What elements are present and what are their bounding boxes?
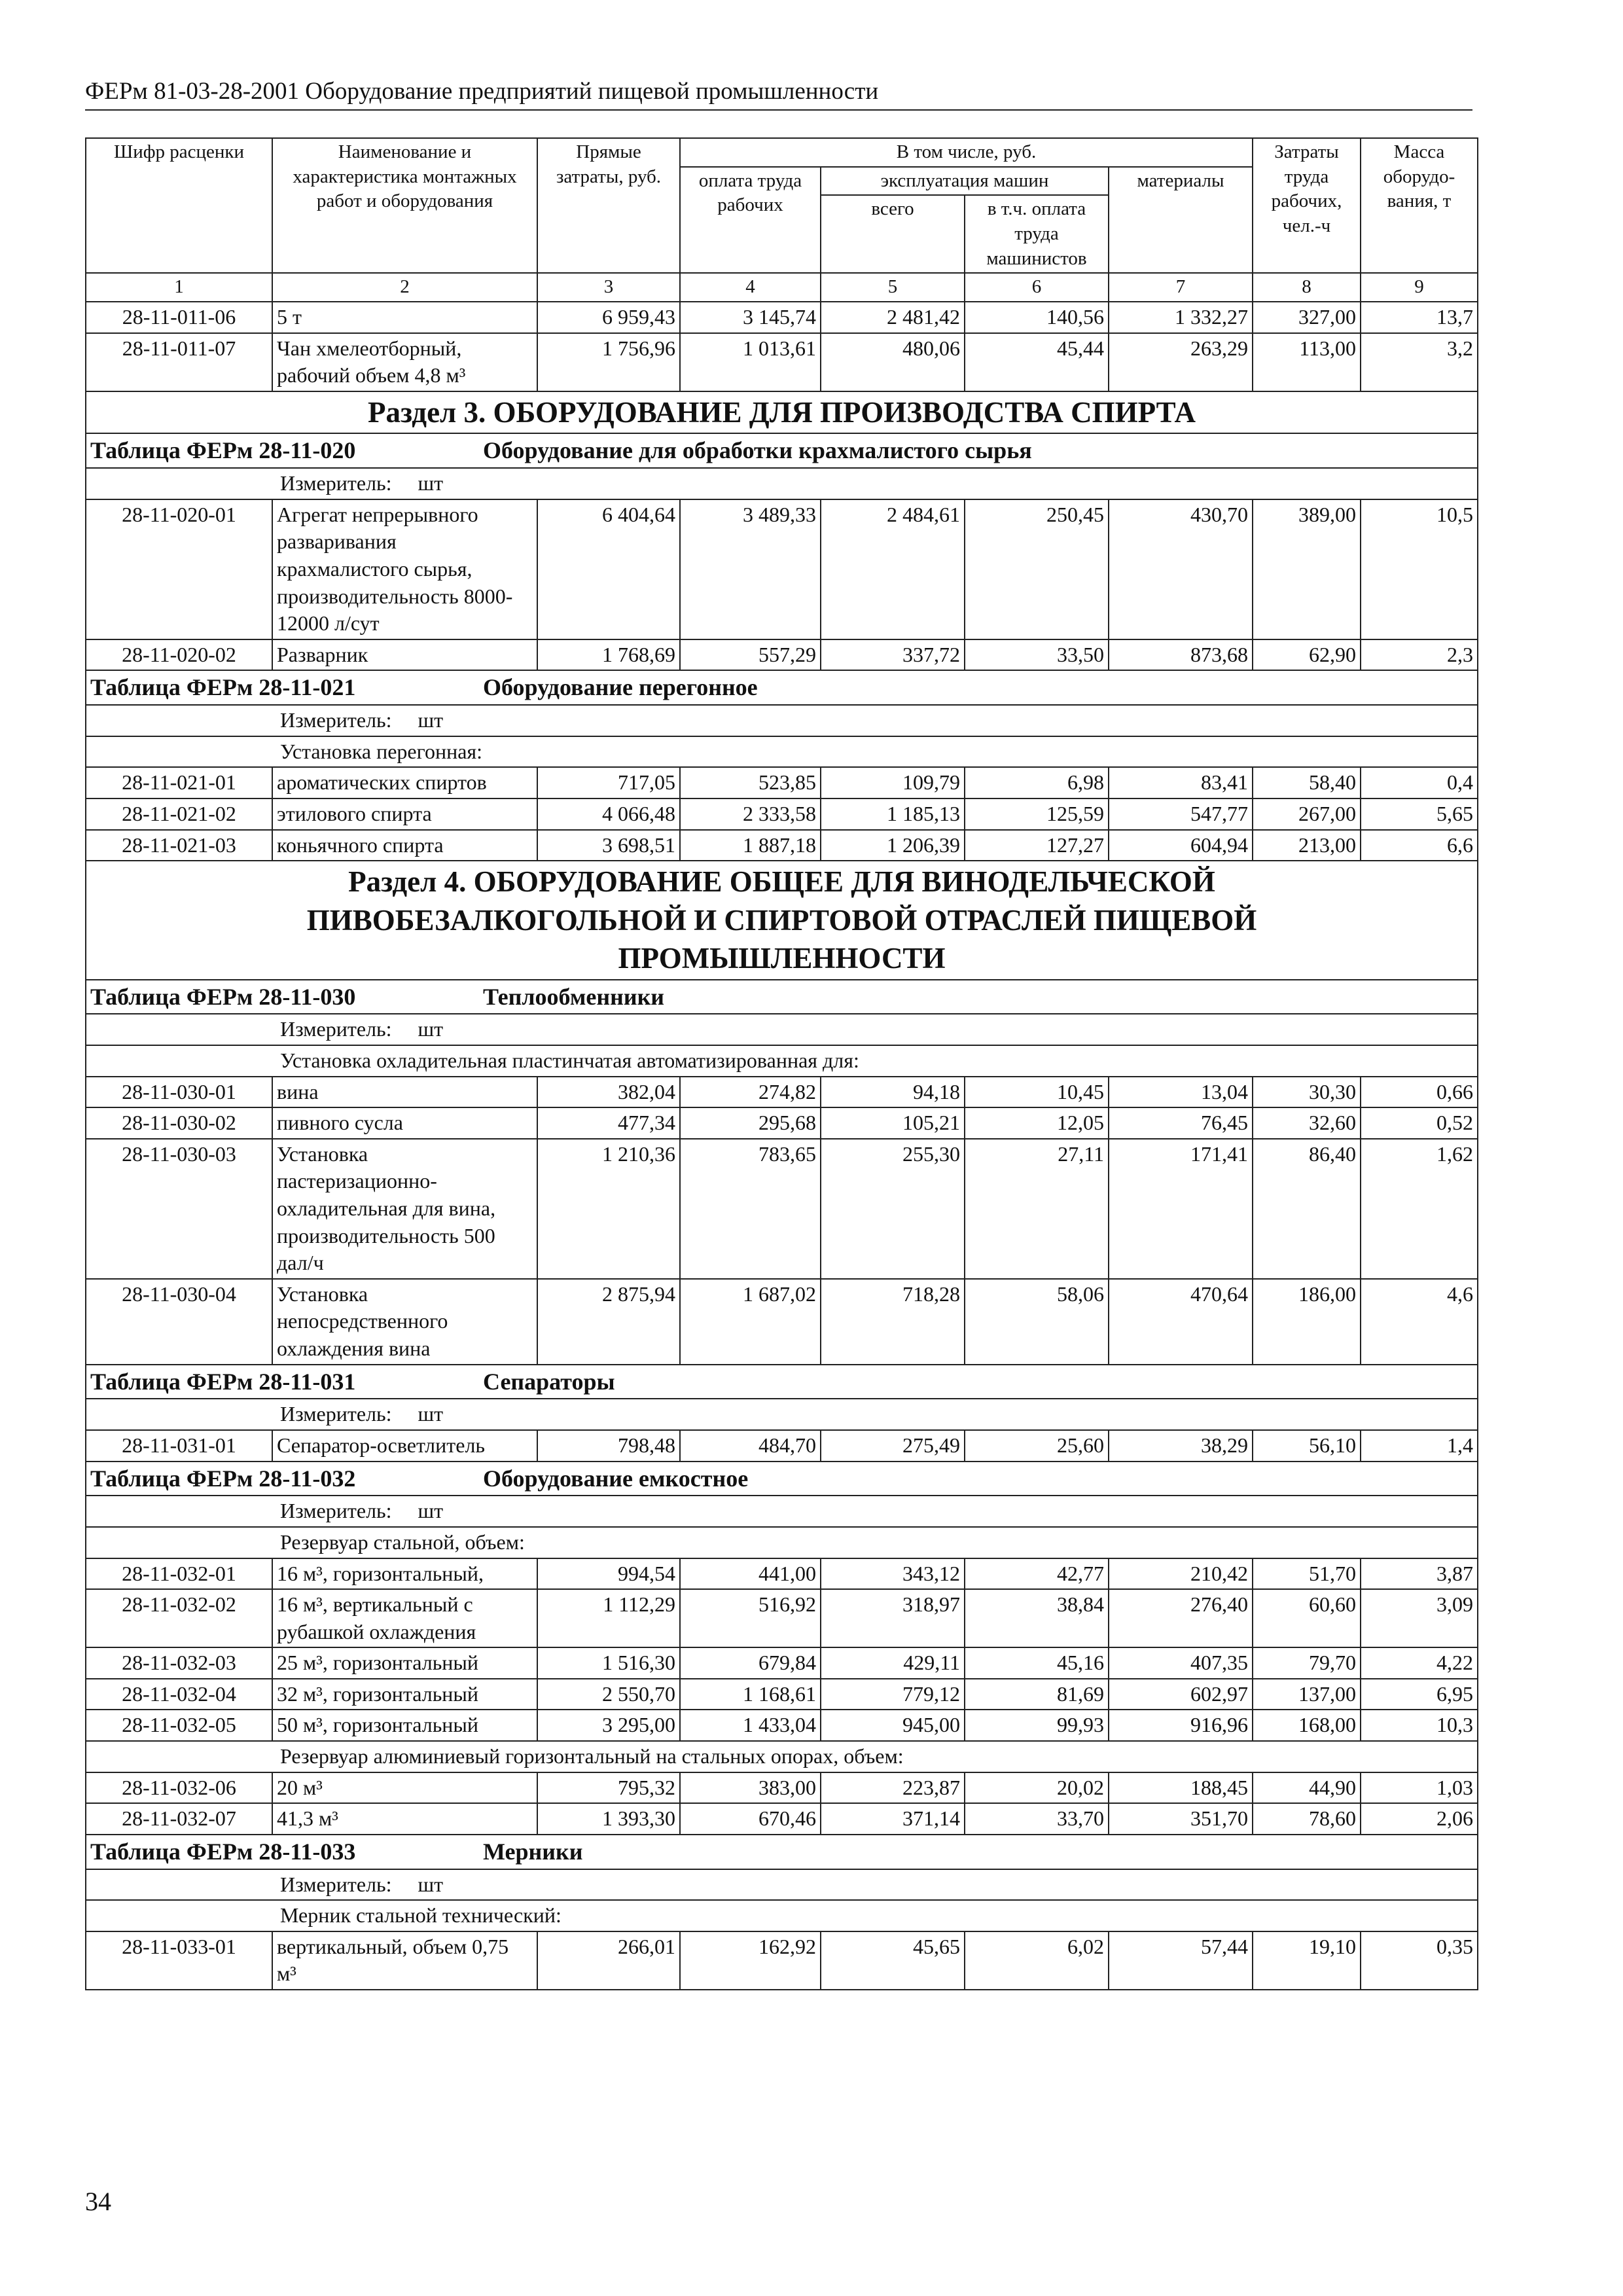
group-row [86,736,1478,768]
table-row [86,333,1478,391]
group-label: Резервуар стальной, объем: [280,1530,525,1554]
measure-row [86,1014,1478,1045]
table-row [86,499,1478,639]
labor-pay: 162,92 [680,1931,821,1990]
equipment-mass: 4,6 [1361,1279,1478,1365]
labor-cost: 44,90 [1253,1772,1361,1804]
rate-code: 28-11-032-05 [86,1710,272,1741]
table-title-row [86,1365,1478,1399]
rate-code: 28-11-032-03 [86,1647,272,1679]
rate-code: 28-11-030-02 [86,1107,272,1139]
equipment-mass: 13,7 [1361,302,1478,333]
machines-total: 480,06 [821,333,965,391]
table-title-row [86,980,1478,1014]
table-row [86,1931,1478,1990]
labor-pay: 3 145,74 [680,302,821,333]
table-title-row [86,433,1478,468]
machines-total: 429,11 [821,1647,965,1679]
measure-row [86,1869,1478,1901]
labor-cost: 60,60 [1253,1589,1361,1647]
section-3 [86,391,1478,434]
col-num: 2 [272,273,537,302]
equipment-mass: 3,09 [1361,1589,1478,1647]
direct-cost: 1 516,30 [537,1647,680,1679]
direct-cost: 1 756,96 [537,333,680,391]
col-num: 1 [86,273,272,302]
labor-cost: 32,60 [1253,1107,1361,1139]
work-name: Агрегат непрерывного разваривания крахмалистого сырья, производительность 8000-12000 л/сут [272,499,537,639]
group-row [86,1741,1478,1772]
col-mass-header: Масса оборудо-вания, т [1361,138,1478,273]
col-materials-header: материалы [1109,167,1253,274]
table-title [86,433,1478,468]
equipment-mass: 3,2 [1361,333,1478,391]
labor-cost: 30,30 [1253,1077,1361,1108]
work-name: 32 м³, горизонтальный [272,1679,537,1710]
group-row [86,1900,1478,1931]
table-title [86,670,1478,705]
labor-cost: 62,90 [1253,639,1361,671]
labor-pay: 295,68 [680,1107,821,1139]
equipment-mass: 4,22 [1361,1647,1478,1679]
measure-cell [86,1869,1478,1901]
machines-total: 45,65 [821,1931,965,1990]
machines-total: 318,97 [821,1589,965,1647]
labor-pay: 523,85 [680,767,821,798]
work-name: 41,3 м³ [272,1803,537,1835]
equipment-mass: 0,66 [1361,1077,1478,1108]
equipment-mass: 10,3 [1361,1710,1478,1741]
table-row [86,1107,1478,1139]
table-title-row [86,670,1478,705]
machines-total: 2 481,42 [821,302,965,333]
direct-cost: 1 210,36 [537,1139,680,1279]
machines-total: 255,30 [821,1139,965,1279]
machines-labor: 58,06 [965,1279,1109,1365]
col-num: 3 [537,273,680,302]
equipment-mass: 0,35 [1361,1931,1478,1990]
rate-code: 28-11-011-07 [86,333,272,391]
col-machines-total-header: всего [821,195,965,273]
labor-cost: 19,10 [1253,1931,1361,1990]
section-3-title [86,391,1478,434]
table-label: Таблица ФЕРм 28-11-021 [90,674,356,701]
machines-labor: 99,93 [965,1710,1109,1741]
group-cell [86,1527,1478,1558]
work-name: коньячного спирта [272,830,537,861]
measure-cell [86,1496,1478,1527]
materials: 263,29 [1109,333,1253,391]
direct-cost: 2 550,70 [537,1679,680,1710]
machines-total: 718,28 [821,1279,965,1365]
machines-total: 275,49 [821,1430,965,1462]
work-name: 16 м³, горизонтальный, [272,1558,537,1590]
table-name: Сепараторы [483,1368,615,1395]
rate-code: 28-11-032-07 [86,1803,272,1835]
group-label: Резервуар алюминиевый горизонтальный на стальных опорах, объем: [280,1744,904,1768]
labor-pay: 3 489,33 [680,499,821,639]
work-name: пивного сусла [272,1107,537,1139]
table-row [86,1772,1478,1804]
rate-code: 28-11-032-06 [86,1772,272,1804]
measure-row [86,468,1478,499]
work-name: 20 м³ [272,1772,537,1804]
col-labor-cost-header: Затраты труда рабочих, чел.-ч [1253,138,1361,273]
group-row [86,1045,1478,1077]
labor-pay: 2 333,58 [680,798,821,830]
rate-code: 28-11-011-06 [86,302,272,333]
machines-labor: 33,70 [965,1803,1109,1835]
rates-table [85,137,1478,1990]
direct-cost: 4 066,48 [537,798,680,830]
direct-cost: 266,01 [537,1931,680,1990]
col-direct-header: Прямые затраты, руб. [537,138,680,273]
col-labor-pay-header: оплата труда рабочих [680,167,821,274]
machines-labor: 25,60 [965,1430,1109,1462]
machines-labor: 6,98 [965,767,1109,798]
labor-cost: 56,10 [1253,1430,1361,1462]
machines-labor: 38,84 [965,1589,1109,1647]
equipment-mass: 1,03 [1361,1772,1478,1804]
labor-pay: 783,65 [680,1139,821,1279]
materials: 38,29 [1109,1430,1253,1462]
labor-pay: 557,29 [680,639,821,671]
page-number: 34 [85,2187,111,2216]
table-label: Таблица ФЕРм 28-11-033 [90,1838,356,1865]
materials: 210,42 [1109,1558,1253,1590]
equipment-mass: 2,06 [1361,1803,1478,1835]
machines-total: 337,72 [821,639,965,671]
table-row [86,767,1478,798]
equipment-mass: 6,6 [1361,830,1478,861]
measure-unit: Измеритель: шт [280,1017,444,1041]
machines-total: 371,14 [821,1803,965,1835]
materials: 83,41 [1109,767,1253,798]
direct-cost: 2 875,94 [537,1279,680,1365]
work-name: 16 м³, вертикальный с рубашкой охлаждения [272,1589,537,1647]
section-title-line: Раздел 4. ОБОРУДОВАНИЕ ОБЩЕЕ ДЛЯ ВИНОДЕЛЬЧЕСКОЙ [348,865,1215,899]
col-code-header: Шифр расценки [86,138,272,273]
rate-code: 28-11-021-03 [86,830,272,861]
work-name: вина [272,1077,537,1108]
table-row [86,1430,1478,1462]
section-title-line: Раздел 3. ОБОРУДОВАНИЕ ДЛЯ ПРОИЗВОДСТВА СПИРТА [368,395,1196,429]
measure-unit: Измеритель: шт [280,1499,444,1523]
direct-cost: 1 393,30 [537,1803,680,1835]
group-label: Установка перегонная: [280,739,483,763]
table-label: Таблица ФЕРм 28-11-031 [90,1368,356,1395]
table-row [86,1077,1478,1108]
materials: 604,94 [1109,830,1253,861]
machines-labor: 81,69 [965,1679,1109,1710]
machines-labor: 27,11 [965,1139,1109,1279]
labor-cost: 327,00 [1253,302,1361,333]
materials: 407,35 [1109,1647,1253,1679]
section-title-line: ПРОМЫШЛЕННОСТИ [618,942,946,975]
col-num: 5 [821,273,965,302]
machines-labor: 125,59 [965,798,1109,830]
direct-cost: 382,04 [537,1077,680,1108]
table-row [86,302,1478,333]
table-row [86,798,1478,830]
group-row [86,1527,1478,1558]
section-4-title [86,861,1478,980]
rate-code: 28-11-031-01 [86,1430,272,1462]
table-name: Мерники [483,1838,583,1865]
equipment-mass: 6,95 [1361,1679,1478,1710]
table-row [86,1139,1478,1279]
work-name: Установка непосредственного охлаждения вина [272,1279,537,1365]
table-title [86,1462,1478,1496]
machines-labor: 33,50 [965,639,1109,671]
work-name: 5 т [272,302,537,333]
col-machines-header: эксплуатация машин [821,167,1109,196]
materials: 13,04 [1109,1077,1253,1108]
equipment-mass: 10,5 [1361,499,1478,639]
labor-cost: 78,60 [1253,1803,1361,1835]
group-cell [86,1741,1478,1772]
table-name: Оборудование емкостное [483,1465,749,1492]
labor-pay: 1 887,18 [680,830,821,861]
direct-cost: 717,05 [537,767,680,798]
measure-row [86,705,1478,736]
direct-cost: 798,48 [537,1430,680,1462]
col-machines-labor-header: в т.ч. оплата труда машинистов [965,195,1109,273]
rate-code: 28-11-020-02 [86,639,272,671]
measure-cell [86,468,1478,499]
rate-code: 28-11-030-03 [86,1139,272,1279]
group-cell [86,736,1478,768]
group-label: Мерник стальной технический: [280,1903,562,1928]
labor-pay: 1 013,61 [680,333,821,391]
rate-code: 28-11-032-04 [86,1679,272,1710]
rate-code: 28-11-021-01 [86,767,272,798]
group-cell [86,1900,1478,1931]
table-row [86,1803,1478,1835]
table-title [86,1835,1478,1869]
rate-code: 28-11-030-01 [86,1077,272,1108]
table-row [86,1647,1478,1679]
direct-cost: 6 959,43 [537,302,680,333]
measure-cell [86,1014,1478,1045]
labor-pay: 1 687,02 [680,1279,821,1365]
machines-total: 223,87 [821,1772,965,1804]
labor-pay: 441,00 [680,1558,821,1590]
machines-labor: 45,44 [965,333,1109,391]
table-label: Таблица ФЕРм 28-11-020 [90,437,356,464]
equipment-mass: 0,52 [1361,1107,1478,1139]
machines-total: 945,00 [821,1710,965,1741]
labor-cost: 113,00 [1253,333,1361,391]
materials: 171,41 [1109,1139,1253,1279]
direct-cost: 6 404,64 [537,499,680,639]
machines-labor: 12,05 [965,1107,1109,1139]
table-row [86,830,1478,861]
col-num: 4 [680,273,821,302]
table-title [86,980,1478,1014]
equipment-mass: 1,4 [1361,1430,1478,1462]
machines-labor: 20,02 [965,1772,1109,1804]
table-name: Оборудование перегонное [483,674,758,701]
work-name: вертикальный, объем 0,75 м³ [272,1931,537,1990]
table-row [86,1679,1478,1710]
direct-cost: 994,54 [537,1558,680,1590]
equipment-mass: 3,87 [1361,1558,1478,1590]
table-label: Таблица ФЕРм 28-11-030 [90,983,356,1010]
work-name: ароматических спиртов [272,767,537,798]
labor-pay: 1 433,04 [680,1710,821,1741]
measure-row [86,1399,1478,1430]
measure-cell [86,1399,1478,1430]
machines-total: 109,79 [821,767,965,798]
measure-unit: Измеритель: шт [280,471,444,495]
direct-cost: 3 698,51 [537,830,680,861]
machines-labor: 10,45 [965,1077,1109,1108]
materials: 57,44 [1109,1931,1253,1990]
table-row [86,1589,1478,1647]
materials: 430,70 [1109,499,1253,639]
materials: 276,40 [1109,1589,1253,1647]
direct-cost: 1 112,29 [537,1589,680,1647]
table-label: Таблица ФЕРм 28-11-032 [90,1465,356,1492]
rate-code: 28-11-033-01 [86,1931,272,1990]
materials: 873,68 [1109,639,1253,671]
labor-cost: 267,00 [1253,798,1361,830]
work-name: Сепаратор-осветлитель [272,1430,537,1462]
work-name: 50 м³, горизонтальный [272,1710,537,1741]
machines-total: 105,21 [821,1107,965,1139]
work-name: Чан хмелеотборный, рабочий объем 4,8 м³ [272,333,537,391]
machines-total: 1 185,13 [821,798,965,830]
machines-labor: 250,45 [965,499,1109,639]
direct-cost: 1 768,69 [537,639,680,671]
table-row [86,639,1478,671]
table-row [86,1710,1478,1741]
materials: 351,70 [1109,1803,1253,1835]
labor-cost: 389,00 [1253,499,1361,639]
col-num: 6 [965,273,1109,302]
labor-cost: 86,40 [1253,1139,1361,1279]
section-title-line: ПИВОБЕЗАЛКОГОЛЬНОЙ И СПИРТОВОЙ ОТРАСЛЕЙ ПИЩЕВОЙ [306,903,1257,937]
direct-cost: 3 295,00 [537,1710,680,1741]
labor-pay: 516,92 [680,1589,821,1647]
materials: 188,45 [1109,1772,1253,1804]
labor-pay: 1 168,61 [680,1679,821,1710]
labor-cost: 79,70 [1253,1647,1361,1679]
machines-total: 343,12 [821,1558,965,1590]
labor-cost: 213,00 [1253,830,1361,861]
rate-code: 28-11-030-04 [86,1279,272,1365]
labor-pay: 670,46 [680,1803,821,1835]
table-name: Оборудование для обработки крахмалистого сырья [483,437,1032,464]
labor-cost: 137,00 [1253,1679,1361,1710]
rate-code: 28-11-032-02 [86,1589,272,1647]
rate-code: 28-11-020-01 [86,499,272,639]
work-name: Разварник [272,639,537,671]
materials: 470,64 [1109,1279,1253,1365]
machines-labor: 6,02 [965,1931,1109,1990]
page-header: ФЕРм 81-03-28-2001 Оборудование предприятий пищевой промышленности [85,77,1472,111]
group-label: Установка охладительная пластинчатая автоматизированная для: [280,1049,859,1073]
measure-unit: Измеритель: шт [280,1872,444,1896]
rate-code: 28-11-032-01 [86,1558,272,1590]
machines-labor: 45,16 [965,1647,1109,1679]
labor-pay: 383,00 [680,1772,821,1804]
table-title [86,1365,1478,1399]
work-name: этилового спирта [272,798,537,830]
equipment-mass: 2,3 [1361,639,1478,671]
column-numbers-row [86,273,1478,302]
table-title-row [86,1462,1478,1496]
materials: 1 332,27 [1109,302,1253,333]
materials: 76,45 [1109,1107,1253,1139]
machines-total: 94,18 [821,1077,965,1108]
machines-labor: 140,56 [965,302,1109,333]
machines-labor: 127,27 [965,830,1109,861]
measure-unit: Измеритель: шт [280,708,444,732]
section-4 [86,861,1478,980]
work-name: Установка пастеризационно-охладительная для вина, производительность 500 дал/ч [272,1139,537,1279]
labor-pay: 484,70 [680,1430,821,1462]
machines-total: 779,12 [821,1679,965,1710]
labor-pay: 679,84 [680,1647,821,1679]
measure-row [86,1496,1478,1527]
direct-cost: 477,34 [537,1107,680,1139]
materials: 916,96 [1109,1710,1253,1741]
materials: 547,77 [1109,798,1253,830]
equipment-mass: 1,62 [1361,1139,1478,1279]
col-num: 8 [1253,273,1361,302]
rate-code: 28-11-021-02 [86,798,272,830]
machines-total: 1 206,39 [821,830,965,861]
table-title-row [86,1835,1478,1869]
labor-cost: 51,70 [1253,1558,1361,1590]
labor-cost: 168,00 [1253,1710,1361,1741]
header-row-1 [86,138,1478,167]
table-name: Теплообменники [483,983,665,1010]
col-num: 9 [1361,273,1478,302]
machines-labor: 42,77 [965,1558,1109,1590]
col-incl-header: В том числе, руб. [680,138,1253,167]
labor-pay: 274,82 [680,1077,821,1108]
equipment-mass: 5,65 [1361,798,1478,830]
work-name: 25 м³, горизонтальный [272,1647,537,1679]
equipment-mass: 0,4 [1361,767,1478,798]
col-name-header: Наименование и характеристика монтажных работ и оборудования [272,138,537,273]
table-row [86,1279,1478,1365]
table-row [86,1558,1478,1590]
labor-cost: 58,40 [1253,767,1361,798]
measure-unit: Измеритель: шт [280,1402,444,1426]
labor-cost: 186,00 [1253,1279,1361,1365]
machines-total: 2 484,61 [821,499,965,639]
direct-cost: 795,32 [537,1772,680,1804]
measure-cell [86,705,1478,736]
col-num: 7 [1109,273,1253,302]
group-cell [86,1045,1478,1077]
materials: 602,97 [1109,1679,1253,1710]
